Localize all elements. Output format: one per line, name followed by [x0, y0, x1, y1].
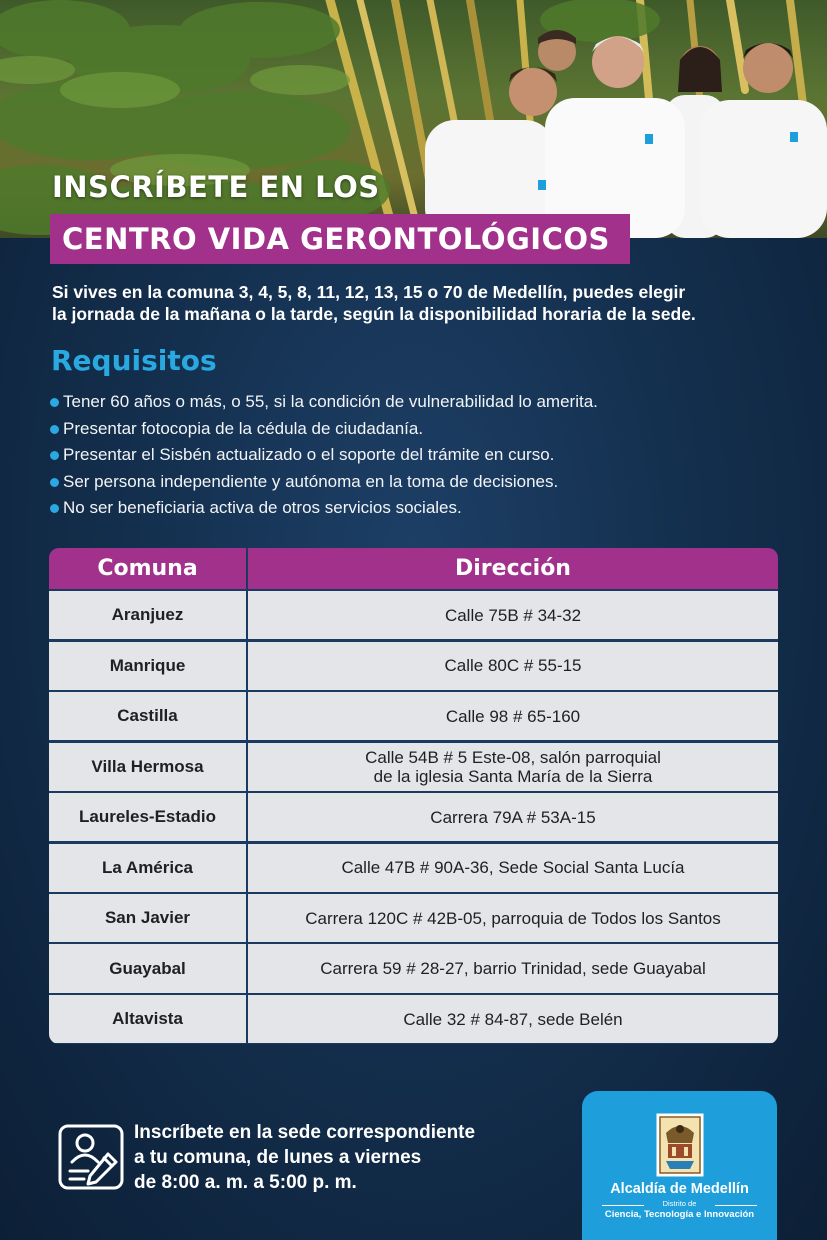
- locations-table: [49, 548, 778, 1044]
- bullet-icon: [50, 425, 59, 434]
- comuna-cell: Aranjuez: [49, 591, 246, 639]
- table-header: [49, 548, 778, 589]
- direccion-line: Calle 32 # 84-87, sede Belén: [403, 1009, 623, 1029]
- list-item: [50, 416, 598, 443]
- registration-line-3: de 8:00 a. m. a 5:00 p. m.: [134, 1172, 357, 1193]
- requirement-text: Presentar el Sisbén actualizado o el soporte del trámite en curso.: [63, 445, 555, 464]
- table-row: [49, 944, 778, 992]
- direccion-cell: [248, 743, 778, 791]
- comuna-cell: Altavista: [49, 995, 246, 1043]
- direccion-cell: [248, 944, 778, 992]
- requirements-title: Requisitos: [51, 344, 217, 377]
- registration-form-icon: [58, 1124, 124, 1190]
- table-row: [49, 844, 778, 892]
- comuna-cell: Laureles-Estadio: [49, 793, 246, 841]
- registration-line-1: Inscríbete en la sede correspondiente: [134, 1122, 476, 1143]
- direccion-line: de la iglesia Santa María de la Sierra: [373, 766, 653, 786]
- comuna-cell: Castilla: [49, 692, 246, 740]
- comuna-cell: La América: [49, 844, 246, 892]
- title-line-1: INSCRÍBETE EN LOS: [52, 170, 380, 204]
- direccion-line: Calle 80C # 55-15: [444, 656, 582, 676]
- direccion-line: Calle 54B # 5 Este-08, salón parroquial: [365, 747, 661, 767]
- direccion-line: Carrera 59 # 28-27, barrio Trinidad, sede Guayabal: [320, 959, 706, 979]
- column-header-direccion: Dirección: [455, 556, 571, 581]
- table-row: [49, 591, 778, 639]
- column-header-comuna: Comuna: [49, 548, 248, 589]
- direccion-cell: [248, 642, 778, 690]
- direccion-cell: [248, 793, 778, 841]
- list-item: [50, 495, 598, 522]
- table-row: [49, 894, 778, 942]
- requirement-text: Presentar fotocopia de la cédula de ciudadanía.: [63, 418, 424, 438]
- comuna-cell: Manrique: [49, 642, 246, 690]
- logo-subtitle-2: Ciencia, Tecnología e Innovación: [604, 1209, 755, 1220]
- direccion-cell: [248, 692, 778, 740]
- comuna-cell: San Javier: [49, 894, 246, 942]
- table-row: [49, 743, 778, 791]
- title-line-2: CENTRO VIDA GERONTOLÓGICOS: [50, 214, 630, 264]
- medellin-coat-of-arms-icon: [656, 1113, 704, 1177]
- direccion-cell: [248, 591, 778, 639]
- list-item: [50, 389, 598, 416]
- table-row: [49, 793, 778, 841]
- bullet-icon: [50, 398, 59, 407]
- intro-line-1: Si vives en la comuna 3, 4, 5, 8, 11, 12, 13, 15 o 70 de Medellín, puedes elegir: [52, 282, 686, 302]
- registration-info: [134, 1120, 554, 1195]
- alcaldia-logo: [582, 1091, 777, 1240]
- comuna-cell: Guayabal: [49, 944, 246, 992]
- requirements-list: [50, 389, 598, 522]
- list-item: [50, 469, 598, 496]
- direccion-line: Carrera 120C # 42B-05, parroquia de Todos los Santos: [305, 908, 721, 928]
- direccion-line: Calle 47B # 90A-36, Sede Social Santa Lucía: [341, 858, 685, 878]
- bullet-icon: [50, 478, 59, 487]
- requirement-text: Tener 60 años o más, o 55, si la condición de vulnerabilidad lo amerita.: [63, 392, 598, 411]
- direccion-cell: [248, 844, 778, 892]
- table-row: [49, 692, 778, 740]
- table-row: [49, 995, 778, 1043]
- logo-name: Alcaldía de Medellín: [610, 1181, 749, 1197]
- registration-line-2: a tu comuna, de lunes a viernes: [134, 1147, 422, 1168]
- intro-line-2: la jornada de la mañana o la tarde, según la disponibilidad horaria de la sede.: [52, 304, 696, 324]
- direccion-line: Calle 75B # 34-32: [444, 605, 582, 625]
- direccion-line: Carrera 79A # 53A-15: [430, 807, 596, 827]
- direccion-cell: [248, 995, 778, 1043]
- intro-paragraph: [52, 281, 782, 325]
- requirement-text: No ser beneficiaria activa de otros servicios sociales.: [63, 498, 462, 517]
- list-item: [50, 442, 598, 469]
- comuna-cell: Villa Hermosa: [49, 743, 246, 791]
- direccion-line: Calle 98 # 65-160: [445, 706, 581, 726]
- direccion-cell: [248, 894, 778, 942]
- table-row: [49, 642, 778, 690]
- requirement-text: Ser persona independiente y autónoma en la toma de decisiones.: [63, 471, 559, 491]
- logo-subtitle-1: Distrito de: [662, 1199, 697, 1208]
- bullet-icon: [50, 451, 59, 460]
- bullet-icon: [50, 504, 59, 513]
